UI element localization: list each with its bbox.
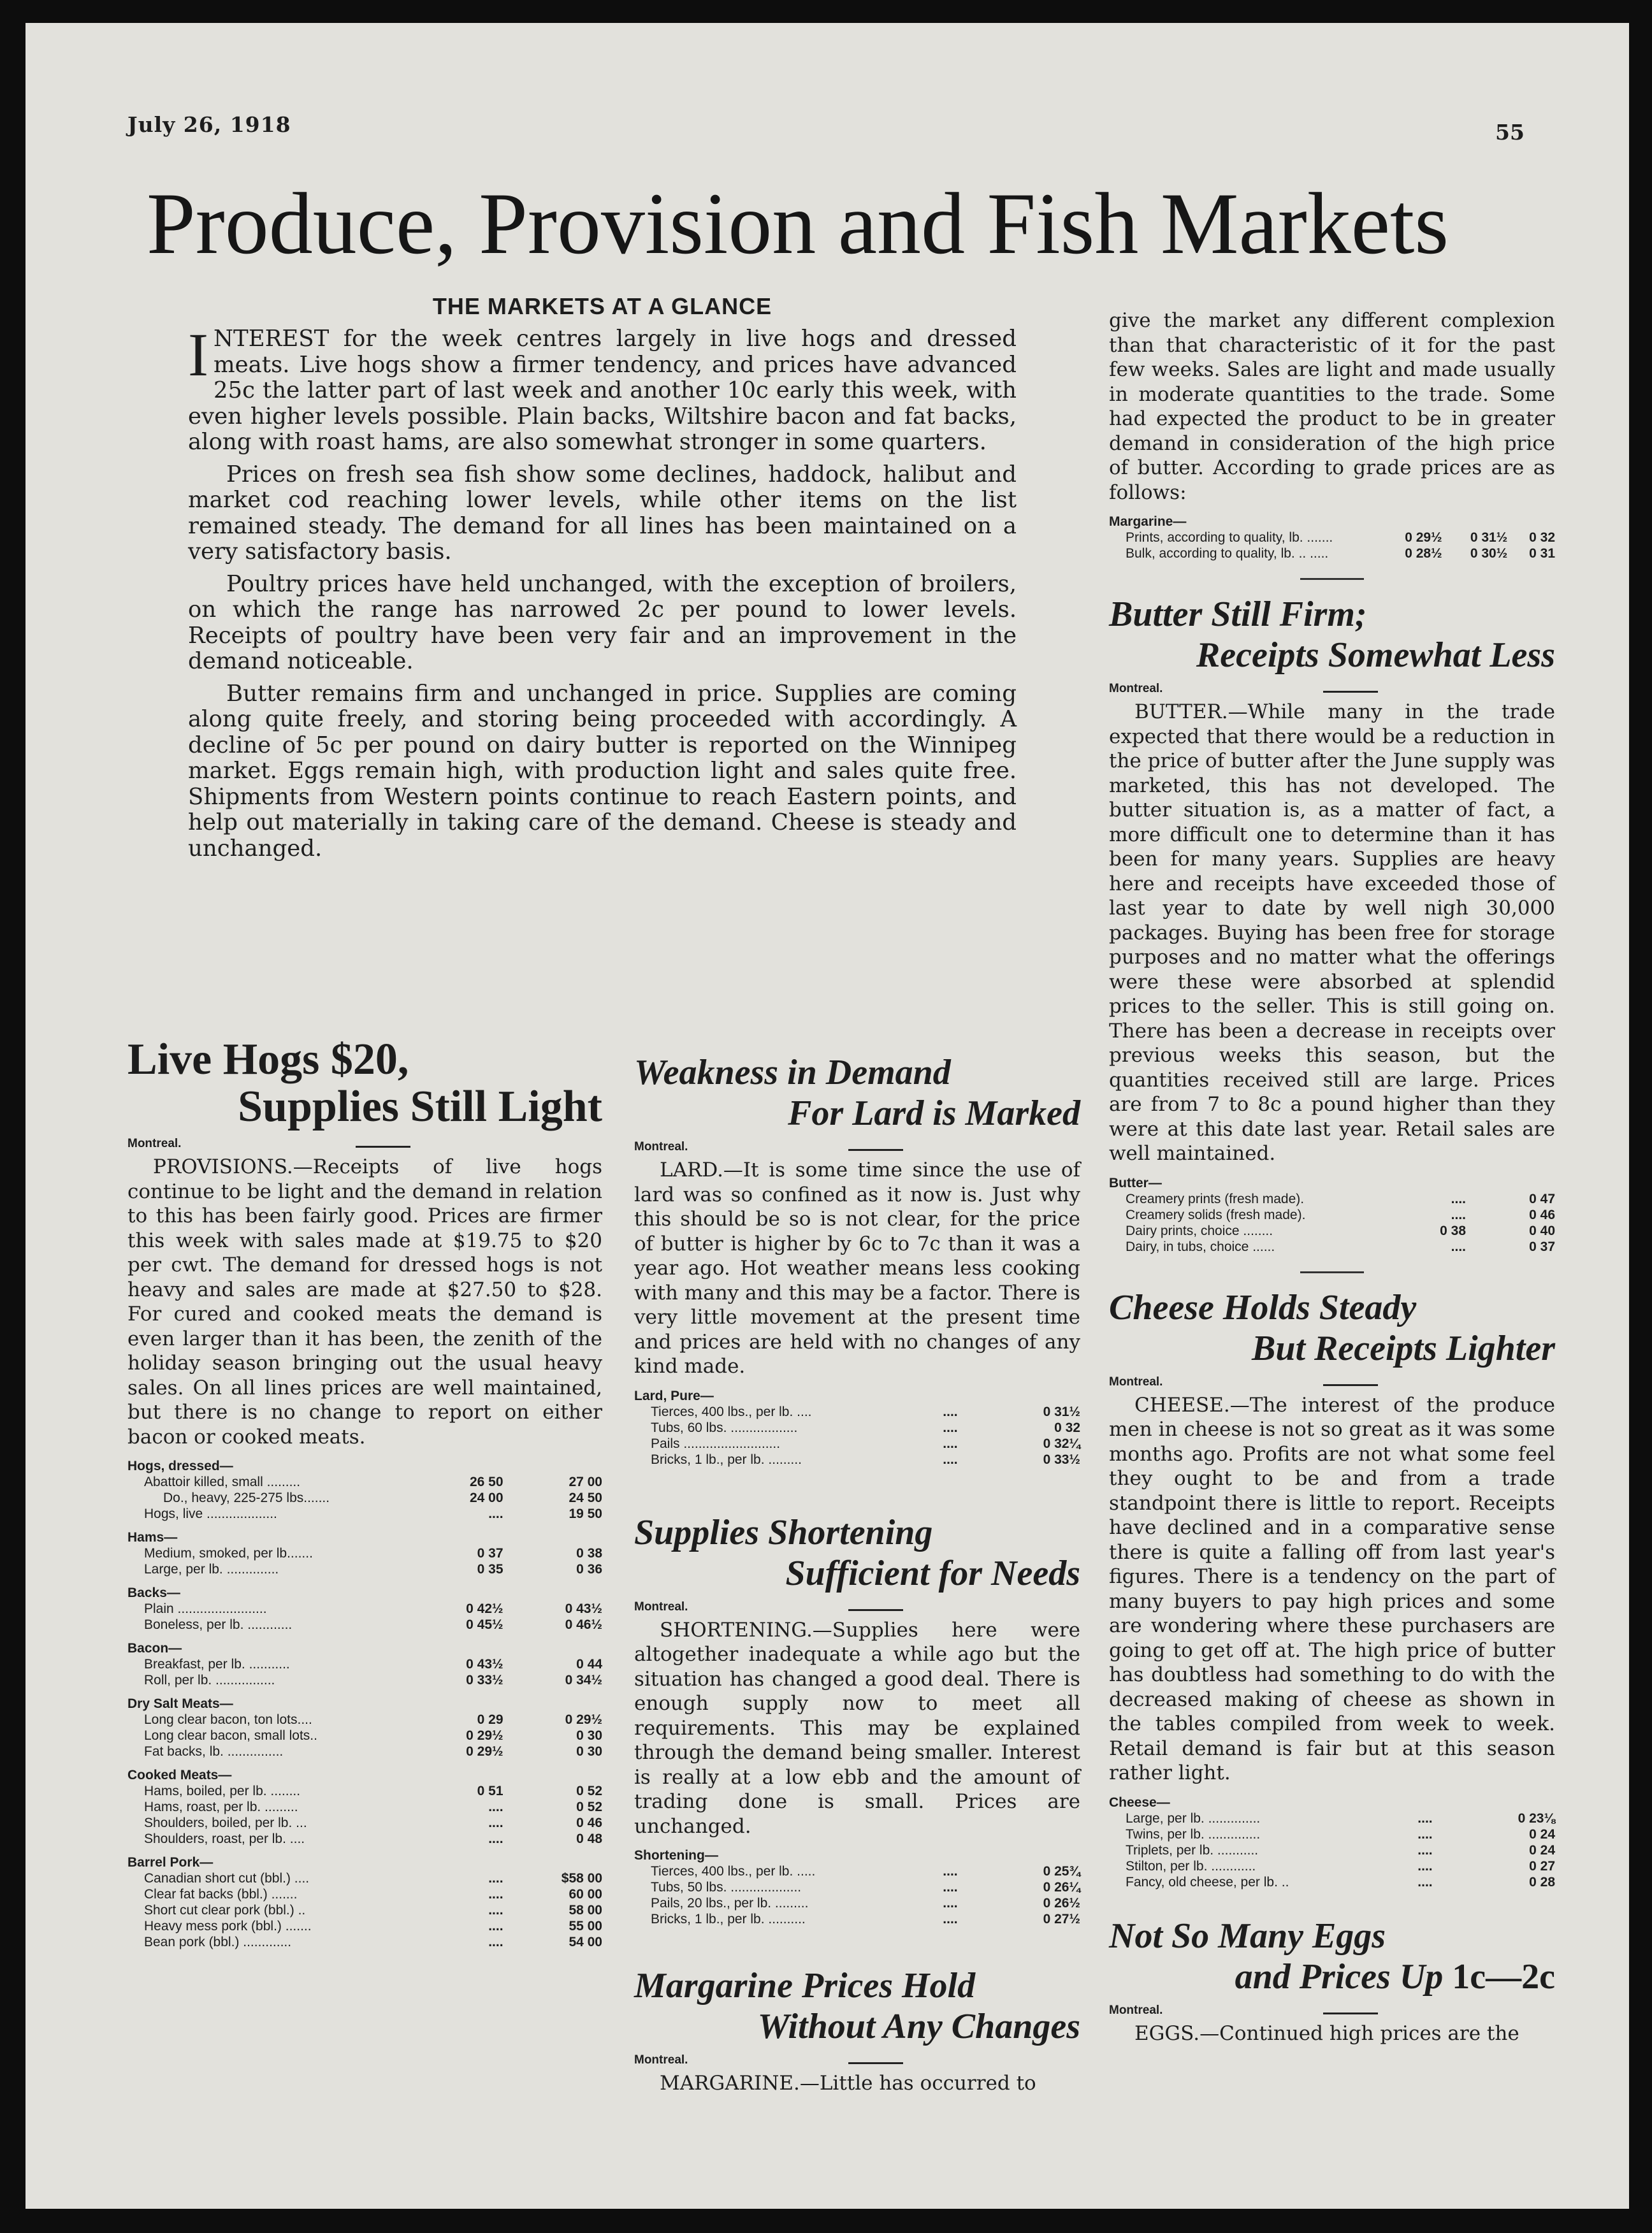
table-cell-label: Bricks, 1 lb., per lb. .......... [651,1912,806,1926]
butter-article [1109,594,1555,1255]
shortening-title-line-2: Sufficient for Needs [785,1553,1080,1593]
table-group-heading [634,1388,1080,1404]
table-cell-price: 0 30 [576,1744,602,1759]
hogs-title-line-2: Supplies Still Light [238,1082,602,1131]
table-cell-price: 0 38 [1440,1223,1466,1238]
cheese-title-line-1: Cheese Holds Steady [1109,1287,1417,1327]
dateline-rule [1323,2013,1378,2014]
table-cell-price: 0 37 [477,1546,504,1561]
table-row [127,1870,602,1886]
cheese-dateline [1109,1375,1555,1393]
table-cell-label: Tubs, 50 lbs. ................... [651,1880,802,1895]
table-cell-label: Hogs, live ................... [144,1507,277,1521]
table-row [1109,1842,1555,1858]
table-cell-price: 0 48 [576,1832,602,1846]
table-cell-label: Roll, per lb. ................ [144,1673,275,1687]
table-cell-price: 0 46 [1529,1207,1555,1222]
glance-paragraph-1-text: NTEREST for the week centres largely in live hogs and dressed meats. Live hogs show a firmer tendency, and prices have advanced 25c the latter part of last week and another 10c early this week, with even higher levels possible. Plain backs, Wiltshire bacon and fat backs, along with roast hams, are also somewhat stronger in some quarters. [188,326,1017,455]
table-cell-price: 0 30½ [1470,546,1508,561]
table-cell-price: 0 38 [576,1546,602,1561]
table-cell-price: .... [943,1880,958,1895]
margarine-body-continued: give the market any different complexion than that characteristic of it for the past few weeks. Sales are light and made usually in moderate quantities to the trade. Some had expected the product to be in greater demand in consideration of the high price of butter. According to grade prices are as follows: [1109,309,1555,504]
table-cell-price: 0 52 [576,1800,602,1814]
table-cell-price: $58 00 [561,1871,602,1886]
eggs-dateline [1109,2004,1555,2021]
table-cell-label: Dairy, in tubs, choice ...... [1126,1239,1275,1254]
table-cell-price: 0 29½ [1405,530,1442,545]
table-cell-price: 0 27 [1529,1858,1555,1874]
table-row [1109,1223,1555,1239]
margarine-price-table [1109,514,1555,561]
table-cell-price: 0 31 [1529,546,1555,561]
table-cell-price: 27 00 [569,1475,602,1489]
hogs-body: PROVISIONS.—Receipts of live hogs continue to be light and the demand in relation to this has been fairly good. Prices are firmer this week with sales made at $19.75 to $20 per cwt. The demand for dressed hogs is not heavy and sales are made at $27.50 to $28. For cured and cooked meats the demand is even larger than it has been, the zenith of the holiday season bringing out the usual heavy sales. On all lines prices are well maintained, but there is no change to report on either bacon or cooked meats. [127,1155,602,1449]
table-group-heading [127,1760,602,1783]
table-row [127,1886,602,1902]
table-cell-price: .... [1451,1207,1466,1222]
right-column [1109,308,1555,2046]
table-cell-price: 0 43½ [565,1601,602,1616]
table-cell-price: 0 26½ [1043,1896,1080,1911]
table-cell-label: Lard, Pure— [634,1388,714,1403]
table-row [127,1918,602,1934]
table-cell-price: .... [488,1919,504,1933]
table-cell-label: Heavy mess pork (bbl.) ....... [144,1919,312,1933]
table-cell-label: Fancy, old cheese, per lb. .. [1126,1874,1289,1890]
table-group-heading [127,1522,602,1545]
table-cell-price: .... [943,1404,958,1419]
table-cell-label: Dairy prints, choice ........ [1126,1223,1273,1238]
dateline-rule [848,1609,903,1611]
table-cell-price: 0 47 [1529,1191,1555,1206]
table-cell-price: .... [1451,1239,1466,1254]
table-cell-label: Prints, according to quality, lb. ....... [1126,530,1333,545]
table-group-heading [127,1633,602,1656]
table-cell-price: 60 00 [569,1887,602,1902]
table-cell-price: 0 43½ [466,1657,504,1672]
table-cell-price: 24 50 [569,1491,602,1505]
table-cell-label: Bacon— [127,1641,182,1656]
shortening-title-line-1: Supplies Shortening [634,1512,933,1552]
table-row [634,1420,1080,1436]
table-cell-label: Canadian short cut (bbl.) .... [144,1871,310,1886]
margarine-dateline [634,2053,1080,2071]
table-cell-label: Shoulders, boiled, per lb. ... [144,1816,307,1830]
table-cell-label: Pails, 20 lbs., per lb. ......... [651,1896,809,1911]
table-cell-price: .... [1417,1810,1433,1826]
table-cell-price: 0 36 [576,1562,602,1577]
table-cell-label: Bean pork (bbl.) ............. [144,1935,292,1949]
table-cell-label: Short cut clear pork (bbl.) .. [144,1903,306,1918]
table-cell-price: 0 32 [1054,1420,1080,1435]
table-row [1109,1874,1555,1890]
lard-body: LARD.—It is some time since the use of lard was so confined as it now is. Just why this should be so is not clear, for the price of butter is higher by 6c to 7c than it was a year ago. Hot weather means less cooking with many and this may be a factor. There is very little movement at the present time and prices are held with no changes of any kind made. [634,1159,1080,1378]
table-cell-price: 0 45½ [466,1617,504,1632]
butter-dateline [1109,682,1555,700]
markets-at-a-glance [188,293,1017,862]
margarine-title-line-1: Margarine Prices Hold [634,1966,976,2005]
table-cell-price: 0 46½ [565,1617,602,1632]
table-cell-price: 0 28½ [1405,546,1442,561]
dateline-rule [356,1146,410,1148]
hogs-price-table [127,1458,602,1950]
table-cell-label: Twins, per lb. .............. [1126,1826,1261,1842]
table-cell-price: .... [1451,1191,1466,1206]
table-cell-label: Large, per lb. .............. [144,1562,279,1577]
table-cell-price: 26 50 [469,1475,504,1489]
table-cell-label: Fat backs, lb. ............... [144,1744,284,1759]
table-row [634,1404,1080,1420]
table-cell-label: Hams, roast, per lb. ......... [144,1800,298,1814]
table-cell-label: Margarine— [1109,514,1187,529]
table-cell-label: Butter— [1109,1175,1162,1190]
eggs-title-line-2 [1109,1956,1555,1997]
lard-price-table [634,1388,1080,1468]
cheese-title-line-2: But Receipts Lighter [1252,1328,1555,1368]
middle-column [634,1052,1080,2096]
table-cell-price: 0 52 [576,1784,602,1798]
table-cell-price: 24 00 [469,1491,504,1505]
table-cell-price: .... [943,1452,958,1467]
table-cell-label: Tierces, 400 lbs., per lb. ..... [651,1864,816,1879]
table-cell-price: .... [1417,1842,1433,1858]
table-cell-price: .... [1417,1858,1433,1874]
table-cell-label: Long clear bacon, ton lots.... [144,1712,312,1727]
cheese-article [1109,1287,1555,1890]
cheese-dateline-text: Montreal. [1109,1375,1163,1389]
glance-heading: THE MARKETS AT A GLANCE [432,293,772,319]
table-cell-price: 0 51 [477,1784,504,1798]
table-cell-label: Shoulders, roast, per lb. .... [144,1832,305,1846]
table-cell-label: Clear fat backs (bbl.) ....... [144,1887,298,1902]
shortening-price-table [634,1847,1080,1927]
table-row [1109,1207,1555,1223]
shortening-body: SHORTENING.—Supplies here were altogether inadequate a while ago but the situation has changed a good deal. There is enough supply now to meet all requirements. This may be explained through the demand being smaller. Interest is really at a low ebb and the amount of trading done is small. Prices are unchanged. [634,1618,1080,1838]
table-row [634,1911,1080,1927]
table-cell-label: Tierces, 400 lbs., per lb. .... [651,1404,812,1419]
table-cell-label: Creamery solids (fresh made). [1126,1207,1306,1222]
table-row [127,1506,602,1522]
glance-paragraph-2: Prices on fresh sea fish show some declines, haddock, halibut and market cod reaching lower levels, while other items on the list remained steady. The demand for all lines has been maintained on a very satisfactory basis. [188,461,1017,565]
table-row [127,1474,602,1490]
lard-title-line-2: For Lard is Marked [788,1094,1080,1133]
table-row [1109,1858,1555,1874]
table-cell-price: 0 32 [1529,530,1555,545]
table-cell-label: Do., heavy, 225-275 lbs....... [163,1491,330,1505]
table-row [127,1799,602,1815]
table-group-heading [127,1458,602,1474]
table-cell-price: .... [488,1935,504,1949]
table-cell-price: 0 42½ [466,1601,504,1616]
hogs-dateline-text: Montreal. [127,1137,182,1150]
cheese-body: CHEESE.—The interest of the produce men in cheese is not so great as it was some months ago. Profits are not what some feel they ought to be and from a trade standpoint there is little to report. Receipts have declined and in a comparative sense there is quite a falling off from last year's figures. There is a tendency on the part of many buyers to pay high prices and some are wondering where these purchasers are going to get off at. The high price of butter has doubtless had something to do with the decreased making of cheese as shown in the tables compiled from week to week. Retail demand is fair but at this season rather light. [1109,1393,1555,1784]
table-row [634,1436,1080,1452]
table-cell-label: Boneless, per lb. ............ [144,1617,293,1632]
issue-date: July 26, 1918 [127,112,291,137]
table-row [1109,530,1555,546]
section-divider [1300,1271,1364,1273]
table-row [634,1863,1080,1879]
table-cell-price: 0 27½ [1043,1912,1080,1926]
table-cell-price: 0 24 [1529,1826,1555,1842]
table-cell-price: 0 44 [576,1657,602,1672]
lard-dateline-text: Montreal. [634,1140,688,1153]
table-cell-label: Barrel Pork— [127,1855,214,1870]
table-row [127,1656,602,1672]
table-cell-label: Cooked Meats— [127,1768,232,1782]
table-cell-price: 0 30 [576,1728,602,1743]
table-cell-label: Long clear bacon, small lots.. [144,1728,317,1743]
table-row [127,1783,602,1799]
table-cell-price: .... [488,1903,504,1918]
table-cell-price: 0 33½ [466,1673,504,1687]
table-cell-label: Creamery prints (fresh made). [1126,1191,1305,1206]
table-cell-price: 0 32¼ [1043,1436,1080,1451]
butter-body: BUTTER.—While many in the trade expected that there would be a reduction in the price of butter after the June supply was marketed, this has not developed. The butter situation is, as a matter of fact, a more difficult one to determine than it has been for many years. Supplies are heavy here and receipts have exceeded those of last year to date by well nigh 30,000 packages. Buying has been free for storage purposes and no matter what the offerings were these were absorbed at splendid prices to the seller. This is still going on. There has been a decrease in receipts over previous weeks this season, but the quantities received still are large. Prices are from 7 to 8c a pound higher than they were at this date last year. Retail sales are well maintained. [1109,700,1555,1165]
table-cell-price: 0 29 [477,1712,504,1727]
table-row [1109,1810,1555,1826]
table-cell-price: .... [488,1816,504,1830]
section-divider [1300,578,1364,580]
table-cell-price: .... [943,1896,958,1911]
dateline-rule [1323,1384,1378,1386]
table-cell-price: .... [943,1420,958,1435]
shortening-dateline [634,1600,1080,1618]
table-row [127,1712,602,1728]
table-cell-price: .... [943,1864,958,1879]
table-row [127,1561,602,1577]
table-row [634,1895,1080,1911]
table-cell-price: 0 28 [1529,1874,1555,1890]
butter-price-table [1109,1175,1555,1255]
table-group-heading [127,1577,602,1601]
table-cell-label: Bulk, according to quality, lb. .. ..... [1126,546,1329,561]
table-cell-price: 0 25¾ [1043,1864,1080,1879]
table-cell-label: Triplets, per lb. ........... [1126,1842,1259,1858]
table-cell-price: .... [943,1436,958,1451]
table-cell-label: Hams— [127,1530,178,1545]
hogs-title-line-1: Live Hogs $20, [127,1035,409,1084]
table-cell-price: 0 40 [1529,1223,1555,1238]
glance-paragraph-3: Poultry prices have held unchanged, with the exception of broilers, on which the range has narrowed 2c per pound to lower levels. Receipts of poultry have been very fair and an improvement in the demand noticeable. [188,570,1017,674]
table-cell-price: .... [488,1832,504,1846]
table-group-heading [1109,1175,1555,1191]
table-cell-price: 0 31½ [1043,1404,1080,1419]
table-group-heading [1109,514,1555,530]
page-title: Produce, Provision and Fish Markets [147,175,1449,272]
margarine-title-line-2: Without Any Changes [757,2007,1080,2046]
shortening-article [634,1512,1080,1928]
margarine-body-start: MARGARINE.—Little has occurred to [660,2072,1036,2095]
table-cell-price: .... [488,1887,504,1902]
table-row [127,1815,602,1831]
table-row [127,1672,602,1688]
table-cell-price: .... [1417,1826,1433,1842]
hogs-dateline [127,1137,602,1155]
table-cell-price: 0 29½ [466,1744,504,1759]
hogs-article [127,1036,602,1950]
dateline-rule [848,2062,903,2064]
table-cell-price: .... [488,1871,504,1886]
table-cell-label: Hogs, dressed— [127,1459,233,1473]
lard-title-line-1: Weakness in Demand [634,1053,951,1092]
table-cell-price: .... [1417,1874,1433,1890]
table-cell-price: 0 23⅛ [1518,1810,1555,1826]
table-row [127,1902,602,1918]
margarine-article [634,1965,1080,2096]
table-cell-price: 0 31½ [1470,530,1508,545]
table-cell-price: 0 29½ [466,1728,504,1743]
lard-dateline [634,1140,1080,1158]
table-cell-price: .... [488,1507,504,1521]
cheese-price-table [1109,1795,1555,1890]
table-row [1109,1826,1555,1842]
eggs-title-price-change: 1c—2c [1452,1956,1555,1997]
table-cell-price: .... [943,1912,958,1926]
table-cell-price: 0 37 [1529,1239,1555,1254]
table-row [127,1728,602,1744]
table-group-heading [127,1847,602,1870]
table-cell-label: Tubs, 60 lbs. .................. [651,1420,798,1435]
table-cell-price: .... [488,1800,504,1814]
table-cell-label: Abattoir killed, small ......... [144,1475,301,1489]
table-cell-label: Breakfast, per lb. ........... [144,1657,290,1672]
butter-title-line-2: Receipts Somewhat Less [1196,635,1555,675]
table-cell-label: Cheese— [1109,1795,1170,1810]
glance-paragraph-4: Butter remains firm and unchanged in price. Supplies are coming along quite freely, and storing being proceeded with accordingly. A decline of 5c per pound on dairy butter is reported on the Winnipeg market. Eggs remain high, with production light and sales quite free. Shipments from Western points continue to reach Eastern points, and help out materially in taking care of the demand. Cheese is steady and unchanged. [188,680,1017,862]
table-cell-label: Medium, smoked, per lb....... [144,1546,313,1561]
dateline-rule [1323,691,1378,693]
table-row [634,1452,1080,1468]
table-row [127,1744,602,1760]
table-row [1109,1191,1555,1207]
table-cell-label: Backs— [127,1586,180,1600]
shortening-dateline-text: Montreal. [634,1600,688,1614]
dateline-rule [848,1149,903,1151]
table-row [127,1490,602,1506]
table-cell-price: 0 33½ [1043,1452,1080,1467]
table-row [127,1831,602,1847]
table-cell-label: Stilton, per lb. ............ [1126,1858,1256,1874]
eggs-title-line-1: Not So Many Eggs [1109,1916,1386,1956]
table-cell-price: 0 24 [1529,1842,1555,1858]
drop-cap: I [188,321,208,389]
table-group-heading [634,1847,1080,1863]
table-row [127,1617,602,1633]
eggs-title-line-2-text: and Prices Up [1235,1956,1444,1997]
glance-paragraph-1 [188,321,1017,456]
margarine-dateline-text: Montreal. [634,2053,688,2067]
table-cell-price: 55 00 [569,1919,602,1933]
table-row [1109,546,1555,561]
table-cell-price: 0 26¼ [1043,1880,1080,1895]
table-cell-price: 0 29½ [565,1712,602,1727]
table-group-heading [1109,1795,1555,1810]
page-number: 55 [1495,120,1525,145]
table-cell-price: 54 00 [569,1935,602,1949]
butter-dateline-text: Montreal. [1109,682,1163,695]
table-cell-label: Hams, boiled, per lb. ........ [144,1784,301,1798]
table-cell-label: Pails .......................... [651,1436,781,1451]
table-cell-price: 0 34½ [565,1673,602,1687]
table-row [127,1934,602,1950]
table-row [1109,1239,1555,1255]
table-row [634,1879,1080,1895]
eggs-dateline-text: Montreal. [1109,2003,1163,2017]
table-cell-price: 19 50 [569,1507,602,1521]
eggs-article [1109,1916,1555,2046]
table-group-heading [127,1688,602,1712]
table-cell-price: 58 00 [569,1903,602,1918]
table-cell-label: Dry Salt Meats— [127,1696,233,1711]
table-cell-label: Plain ........................ [144,1601,267,1616]
table-row [127,1601,602,1617]
eggs-body-start: EGGS.—Continued high prices are the [1134,2021,1519,2045]
butter-title-line-1: Butter Still Firm; [1109,595,1367,634]
table-row [127,1545,602,1561]
lard-article [634,1052,1080,1468]
table-cell-label: Bricks, 1 lb., per lb. ......... [651,1452,802,1467]
table-cell-label: Large, per lb. .............. [1126,1810,1261,1826]
table-cell-label: Shortening— [634,1848,718,1863]
table-cell-price: 0 46 [576,1816,602,1830]
table-cell-price: 0 35 [477,1562,504,1577]
magazine-page [25,23,1629,2209]
